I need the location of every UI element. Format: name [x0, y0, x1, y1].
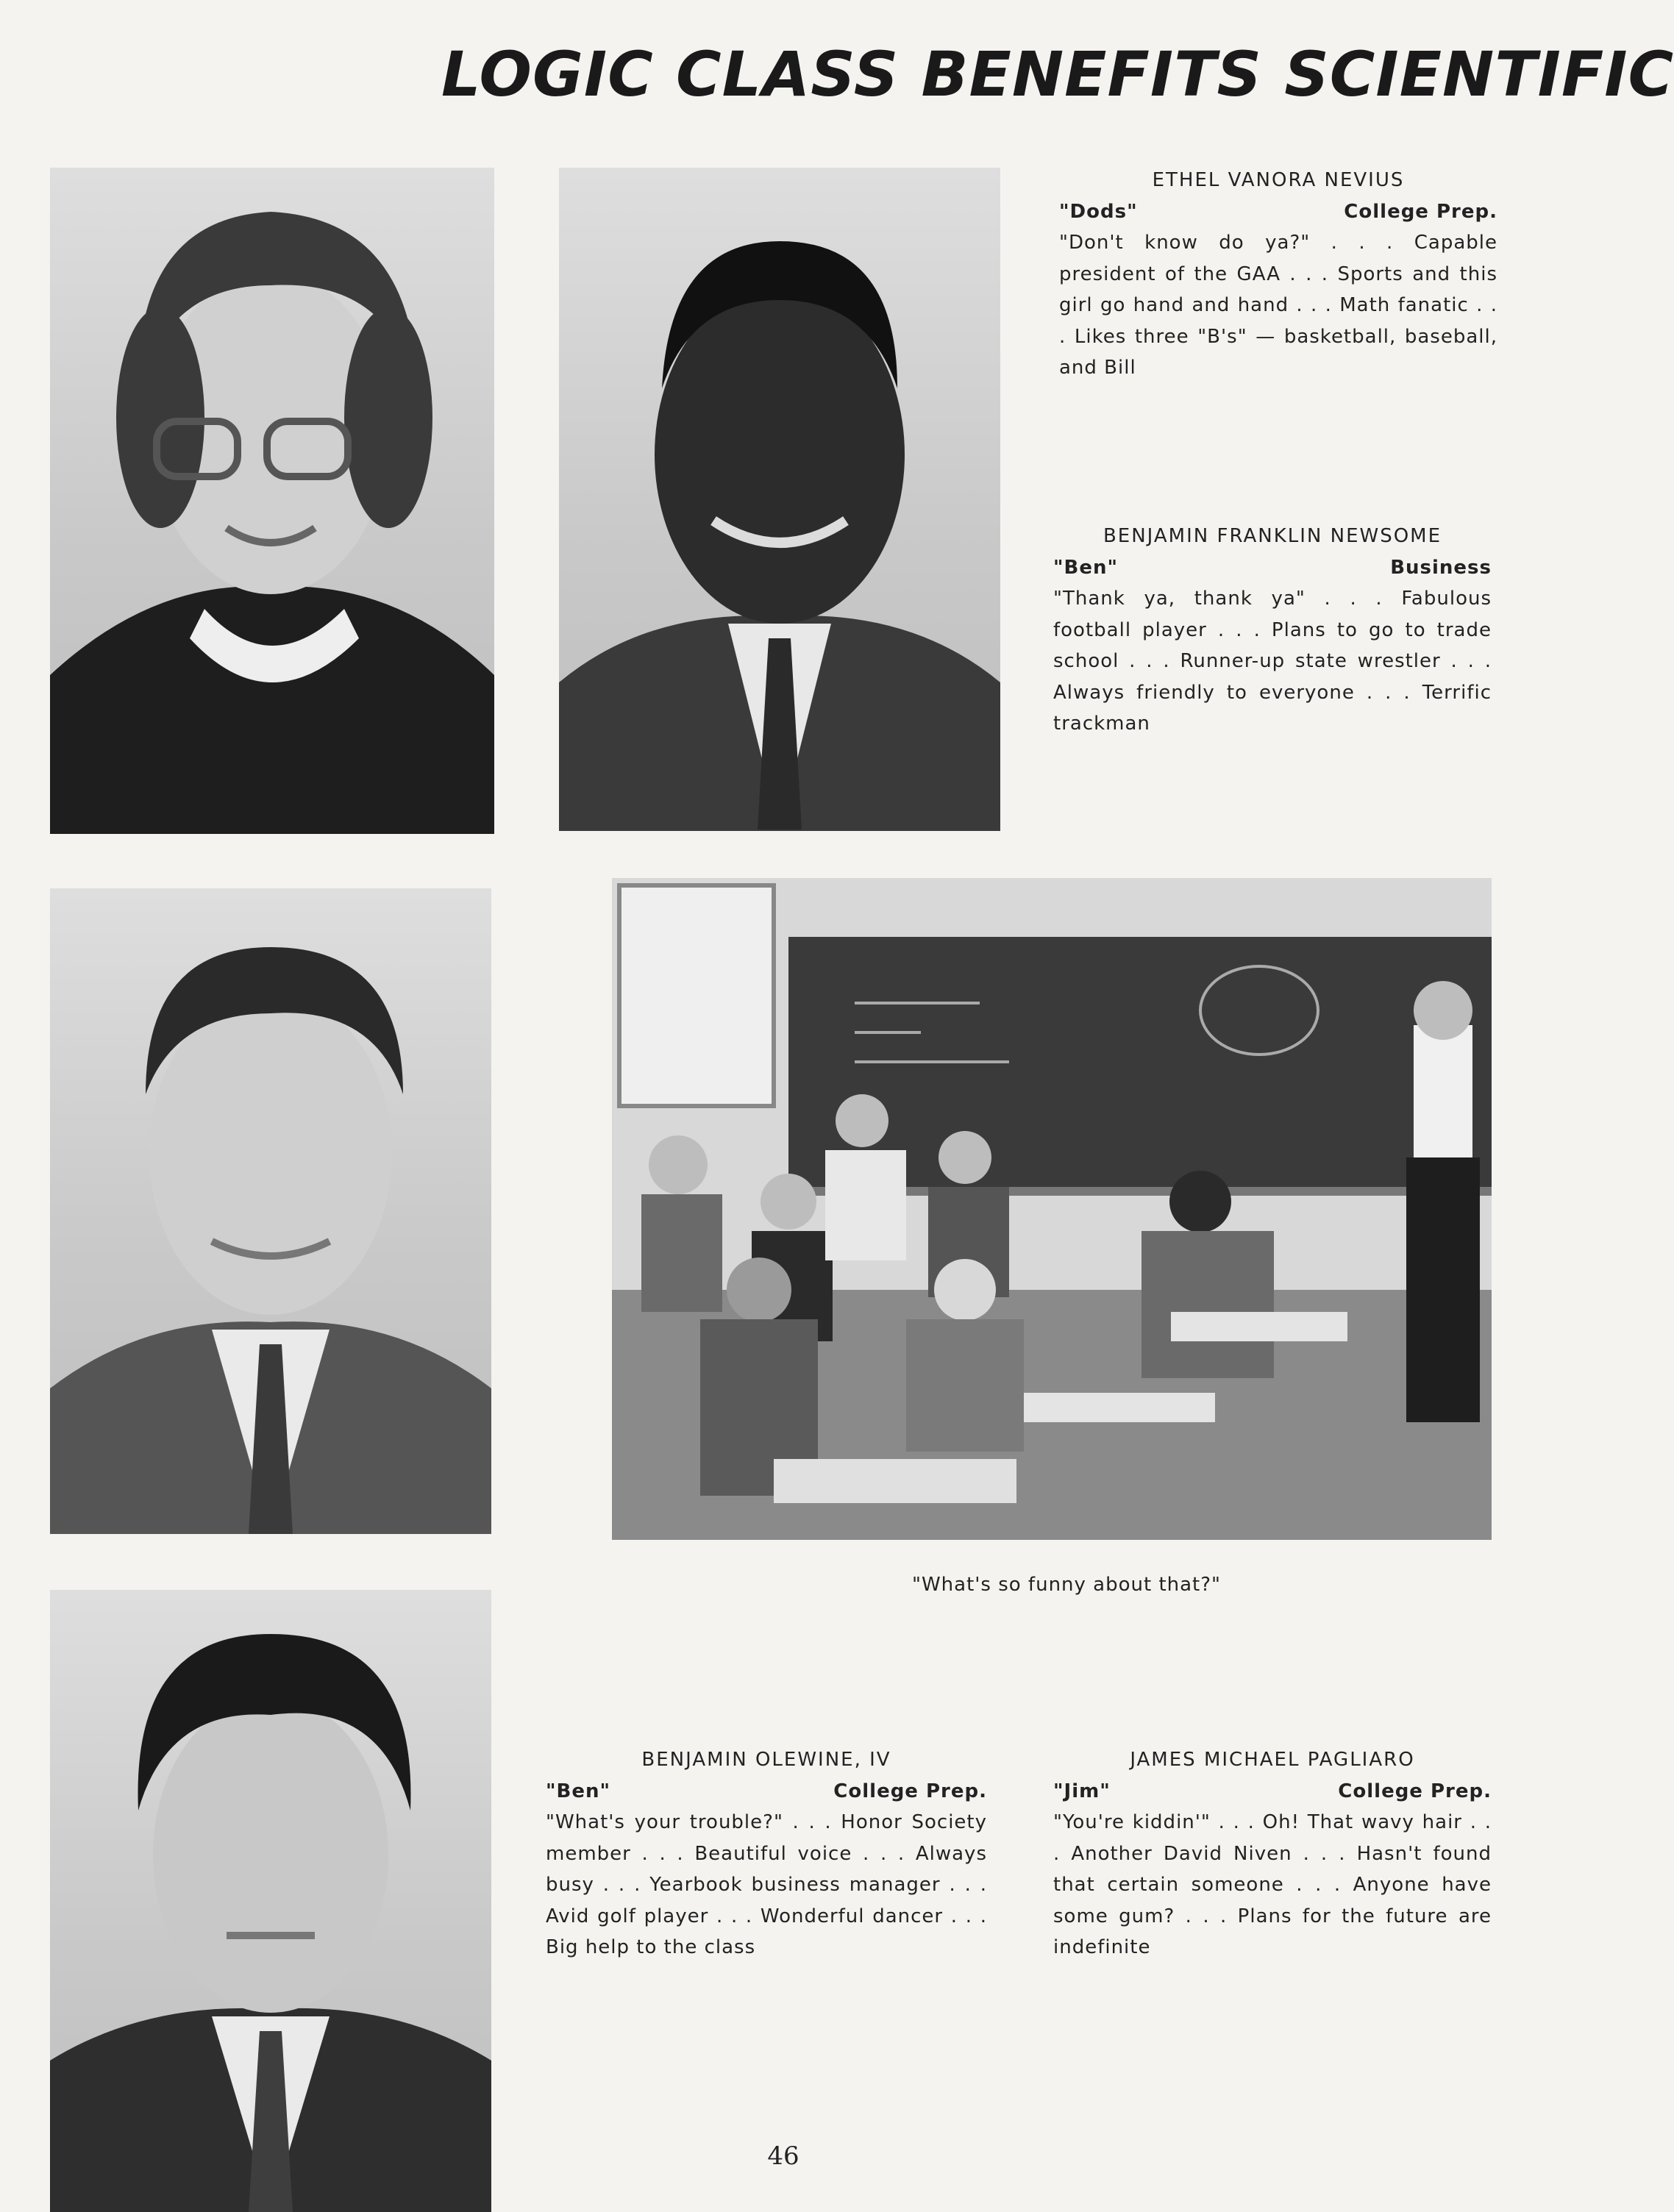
student-description: "What's your trouble?" . . . Honor Society member . . . Beautiful voice . . . Always busy . . . Yearbook business manager . . . Avid golf player . . . Wonderful dancer . . . Big help to the class — [546, 1811, 987, 1958]
student-name: JAMES MICHAEL PAGLIARO — [1130, 1749, 1415, 1771]
classroom-photo-caption: "What's so funny about that?" — [911, 1574, 1222, 1596]
student-course: College Prep. — [1338, 1780, 1492, 1802]
bio-newsome — [1053, 521, 1492, 740]
bio-pagliaro — [1053, 1744, 1492, 1963]
student-nickname: "Jim" — [1053, 1780, 1111, 1802]
student-name: ETHEL VANORA NEVIUS — [1152, 169, 1405, 191]
student-nickname: "Ben" — [1053, 556, 1119, 579]
portrait-pagliaro — [50, 1590, 491, 2212]
student-course: College Prep. — [1344, 200, 1497, 223]
bio-nevius — [1059, 165, 1497, 384]
student-description: "You're kiddin'" . . . Oh! That wavy hair . . . Another David Niven . . . Hasn't found that certain someone . . . Anyone have some gum? . . . Plans for the future are indefinite — [1053, 1811, 1492, 1958]
student-nickname: "Dods" — [1059, 200, 1138, 223]
student-name: BENJAMIN FRANKLIN NEWSOME — [1103, 525, 1442, 547]
portrait-olewine — [50, 888, 491, 1534]
student-name: BENJAMIN OLEWINE, IV — [641, 1749, 891, 1771]
student-description: "Don't know do ya?" . . . Capable president of the GAA . . . Sports and this girl go hand and hand . . . Math fanatic . . . Likes three "B's" — basketball, baseball, and Bill — [1059, 232, 1497, 379]
page-title: LOGIC CLASS BENEFITS SCIENTIFIC — [441, 38, 1674, 110]
student-description: "Thank ya, thank ya" . . . Fabulous football player . . . Plans to go to trade school . . . Runner-up state wrestler . . . Always friendly to everyone . . . Terrific trackman — [1053, 588, 1492, 735]
classroom-photo — [612, 878, 1492, 1540]
student-course: College Prep. — [833, 1780, 987, 1802]
bio-olewine — [546, 1744, 987, 1963]
portrait-nevius — [50, 168, 494, 834]
student-course: Business — [1390, 556, 1492, 579]
student-nickname: "Ben" — [546, 1780, 611, 1802]
portrait-newsome — [559, 168, 1000, 831]
page-number: 46 — [767, 2141, 799, 2171]
